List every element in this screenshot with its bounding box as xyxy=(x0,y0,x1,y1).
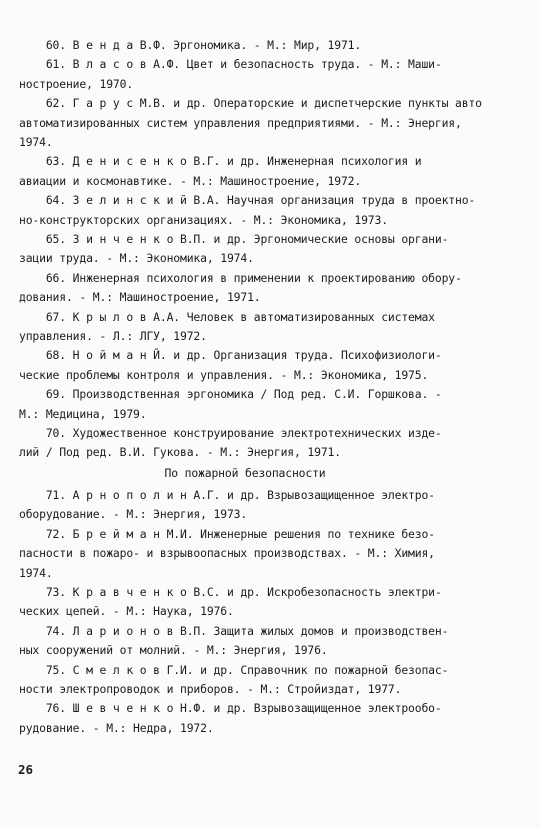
entry-line: пасности в пожаро- и взрывоопасных производствах. - М.: Химия, xyxy=(19,546,435,561)
bibliography-entry xyxy=(19,191,497,230)
bibliography-entry xyxy=(19,55,497,94)
entry-line: управления. - Л.: ЛГУ, 1972. xyxy=(19,329,207,343)
entry-line: М.: Медицина, 1979. xyxy=(19,406,147,421)
entry-line: ческие проблемы контроля и управления. - М.: Экономика, 1975. xyxy=(19,367,429,382)
entry-line: 72. Б р е й м а н М.И. Инженерные решения по технике безо- xyxy=(19,526,435,541)
entry-line: рудование. - М.: Недра, 1972. xyxy=(19,720,214,735)
entry-line: 76. Ш е в ч е н к о Н.Ф. и др. Взрывозащищенное электрообо- xyxy=(19,701,442,716)
entry-line: оборудование. - М.: Энергия, 1973. xyxy=(19,507,248,522)
entry-line: дования. - М.: Машиностроение, 1971. xyxy=(19,290,261,305)
entry-line: 73. К р а в ч е н к о В.С. и др. Искробезопасность электри- xyxy=(19,585,442,599)
bibliography-entry xyxy=(19,308,497,347)
entry-line: ческих цепей. - М.: Наука, 1976. xyxy=(19,604,234,619)
entry-line: ных сооружений от молний. - М.: Энергия, 1976. xyxy=(19,643,328,658)
bibliography-entry xyxy=(19,36,497,55)
entry-line: 60. В е н д а В.Ф. Эргономика. - М.: Мир, 1971. xyxy=(19,38,362,52)
bibliography-entry xyxy=(19,699,497,738)
entry-line: 1974. xyxy=(19,565,53,580)
bibliography-entry xyxy=(19,385,497,424)
entry-line: но-конструкторских организациях. - М.: Экономика, 1973. xyxy=(19,212,388,227)
entry-line: 61. В л а с о в А.Ф. Цвет и безопасность труда. - М.: Маши- xyxy=(19,57,442,72)
entry-line: 68. Н о й м а н Й. и др. Организация труда. Психофизиологи- xyxy=(19,348,442,363)
entry-line: 64. З е л и н с к и й В.А. Научная организация труда в проектно- xyxy=(19,193,476,208)
bibliography-entry xyxy=(19,94,497,152)
entry-line: 71. А р н о п о л и н А.Г. и др. Взрывозащищенное электро- xyxy=(19,488,435,502)
bibliography-entry xyxy=(19,486,497,525)
entry-line: 75. С м е л к о в Г.И. и др. Справочник по пожарной безопас- xyxy=(19,662,449,677)
entry-line: лий / Под ред. В.И. Гукова. - М.: Энергия, 1971. xyxy=(19,445,341,460)
entry-line: ностроение, 1970. xyxy=(19,76,134,91)
bibliography-entry xyxy=(19,525,497,583)
entry-line: зации труда. - М.: Экономика, 1974. xyxy=(19,251,254,266)
entry-line: автоматизированных систем управления предприятиями. - М.: Энергия, xyxy=(19,115,462,130)
section-heading: По пожарной безопасности xyxy=(164,466,326,480)
entry-line: 1974. xyxy=(19,135,53,149)
bibliography-entry xyxy=(19,230,497,269)
bibliography-entry xyxy=(19,583,497,622)
bibliography-entry xyxy=(19,424,497,463)
entry-line: авиации и космонавтике. - М.: Машиностроение, 1972. xyxy=(19,173,362,188)
bibliography-entry xyxy=(19,661,497,700)
page-number: 26 xyxy=(18,762,34,777)
entry-line: 74. Л а р и о н о в В.П. Защита жилых домов и производствен- xyxy=(19,623,449,638)
entry-line: 66. Инженерная психология в применении к проектированию обору- xyxy=(19,270,462,285)
entry-line: 65. З и н ч е н к о В.П. и др. Эргономические основы органи- xyxy=(19,232,449,246)
bibliography-entry xyxy=(19,346,497,385)
entry-line: 63. Д е н и с е н к о В.Г. и др. Инженерная психология и xyxy=(19,154,422,169)
bibliography-entry xyxy=(19,622,497,661)
entry-line: 67. К р ы л о в А.А. Человек в автоматизированных системах xyxy=(19,309,435,324)
entry-line: 62. Г а р у с М.В. и др. Операторские и диспетчерские пункты авто xyxy=(19,96,482,111)
bibliography-entry xyxy=(19,269,497,308)
entry-line: 70. Художественное конструирование электротехнических изде- xyxy=(19,426,442,440)
entry-line: ности электропроводок и приборов. - М.: Стройиздат, 1977. xyxy=(19,682,402,696)
entry-line: 69. Производственная эргономика / Под ред. С.И. Горшкова. - xyxy=(19,387,442,402)
bibliography-entry xyxy=(19,152,497,191)
